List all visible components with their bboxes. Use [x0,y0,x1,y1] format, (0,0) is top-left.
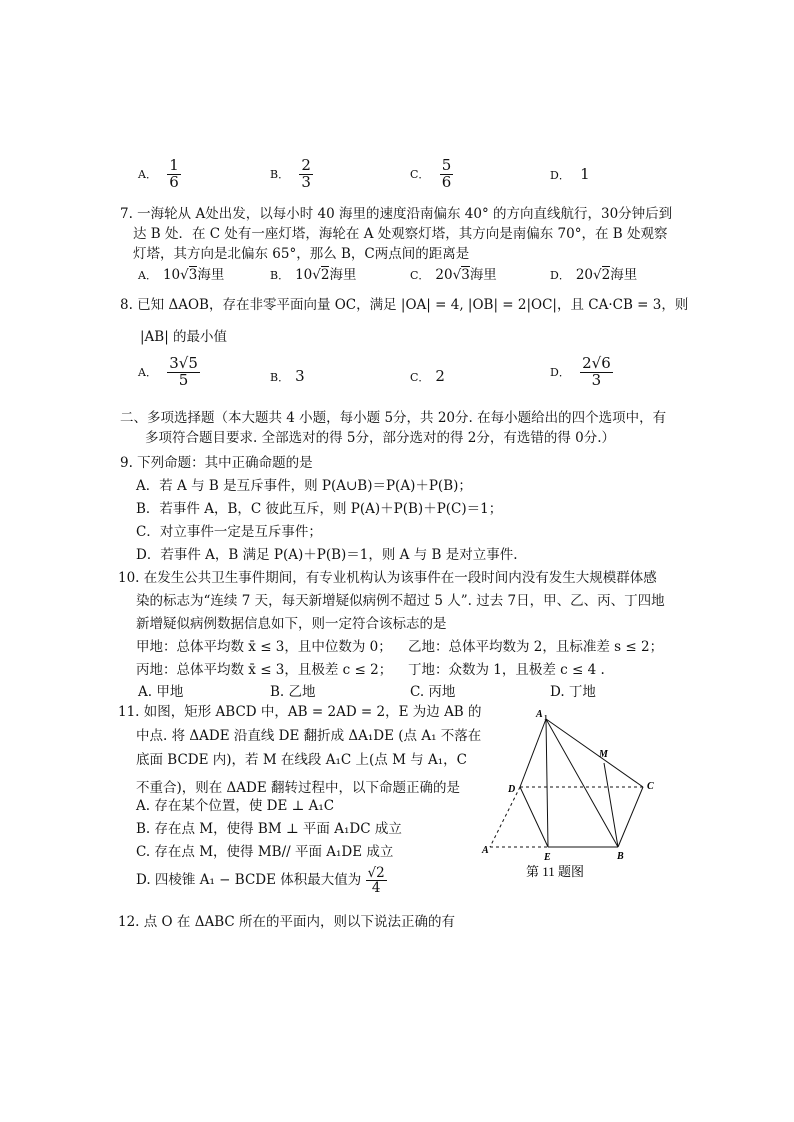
q6-option-c: C． $\frac{5}{6}$ [410,156,452,191]
q7-line-2: 达 B 处．在 C 处有一座灯塔，海轮在 A 处观察灯塔，其方向是南偏东 70°，在 B 处观察 [133,226,668,242]
q11-option-d: D. 四棱锥 A₁ − BCDE 体积最大值为 $\frac{√2}{4}$ [136,865,385,897]
q10-line-3: 新增疑似病例数据信息如下，则一定符合该标志的是 [136,616,447,632]
label-b: B [617,851,624,862]
q8-line-2: |AB| 的最小值 [140,329,228,345]
label-e: E [544,852,551,863]
q7-option-a: A． 10√3海里 [138,267,225,283]
q9-option-d: D．若事件 A，B 满足 P(A)＋P(B)＝1，则 A 与 B 是对立事件. [136,547,518,563]
q8-option-b: B． 3 [270,367,305,385]
q11-line-2: 中点. 将 ΔADE 沿直线 DE 翻折成 ΔA₁DE (点 A₁ 不落在 [136,728,482,744]
q10-line-1: 10. 在发生公共卫生事件期间，有专业机构认为该事件在一段时间内没有发生大规模群体感 [118,570,657,586]
q11-line-1: 11. 如图，矩形 ABCD 中，AB = 2AD = 2，E 为边 AB 的 [118,704,482,720]
q11-figure [478,705,668,885]
q7-option-d: D． 20√2海里 [550,267,638,283]
edge-a1-c [546,719,643,787]
q10-line-2: 染的标志为“连续 7 天，每天新增疑似病例不超过 5 人”. 过去 7日，甲、乙、丙、丁四地 [136,593,665,609]
q10-ding: 丁地：众数为 1，且极差 c ≤ 4 . [408,662,605,678]
q10-bing: 丙地：总体平均数 x̄ ≤ 3，且极差 c ≤ 2； [136,662,393,678]
q10-option-d: D. 丁地 [550,684,596,700]
q10-option-c: C. 丙地 [410,684,456,700]
q11-line-3: 底面 BCDE 内)，若 M 在线段 A₁C 上(点 M 与 A₁，C [136,752,467,768]
q9-option-b: B．若事件 A，B，C 彼此互斥，则 P(A)＋P(B)＋P(C)＝1； [136,501,503,517]
q8-option-c: C． 2 [410,367,445,385]
q6-option-b: B． $\frac{2}{3}$ [270,156,311,191]
q11-option-a: A. 存在某个位置，使 DE ⊥ A₁C [136,798,335,814]
q12-stem: 12. 点 O 在 ΔABC 所在的平面内，则以下说法正确的有 [118,914,455,930]
q10-option-b: B. 乙地 [270,684,316,700]
q11-line-4: 不重合)，则在 ΔADE 翻转过程中，以下命题正确的是 [136,780,461,796]
q9-option-c: C．对立事件一定是互斥事件； [136,524,322,540]
label-a: A [482,845,489,856]
label-d: D [508,784,516,795]
section-2-heading-line-2: 多项符合题目要求. 全部选对的得 5分，部分选对的得 2分，有选错的得 0分.） [145,430,616,446]
label-a1-sub: 1 [544,714,548,722]
edge-d-a [490,787,520,847]
edge-a1-e [546,719,548,847]
q9-option-a: A．若 A 与 B 是互斥事件，则 P(A∪B)＝P(A)＋P(B)； [136,478,472,494]
q8-option-a: A． $\frac{3√5}{5}$ [138,354,198,389]
edge-b-c [618,787,643,847]
edge-d-e [520,787,548,847]
q10-yi: 乙地：总体平均数为 2，且标准差 s ≤ 2； [408,639,664,655]
label-m: M [599,749,608,760]
q6-option-d: D． 1 [550,165,590,183]
q7-line-1: 7. 一海轮从 A处出发，以每小时 40 海里的速度沿南偏东 40° 的方向直线航行，30分钟后到 [120,206,673,222]
q10-jia: 甲地：总体平均数 x̄ ≤ 3，且中位数为 0； [136,639,392,655]
q6-option-a: A． $\frac{1}{6}$ [138,156,179,191]
q7-line-3: 灯塔，其方向是北偏东 65°，那么 B，C两点间的距离是 [133,246,470,262]
q11-option-c: C. 存在点 M，使得 MB// 平面 A₁DE 成立 [136,844,394,860]
q9-stem: 9. 下列命题：其中正确命题的是 [120,455,313,471]
q8-option-d: D． $\frac{2√6}{3}$ [550,354,611,389]
section-2-heading-line-1: 二、多项选择题（本大题共 4 小题，每小题 5分，共 20分. 在每小题给出的四个选项中，有 [120,410,667,426]
figure-caption: 第 11 题图 [526,864,585,879]
q7-option-c: C． 20√3海里 [410,267,497,283]
q10-option-a: A. 甲地 [138,684,184,700]
q7-option-b: B． 10√2海里 [270,267,357,283]
q8-line-1: 8. 已知 ΔAOB，存在非零平面向量 OC，满足 |OA| = 4, |OB| = 2|OC|，且 CA·CB = 3，则 [120,297,689,313]
label-a1: A [536,709,543,720]
edge-a1-d [520,719,546,787]
label-c: C [647,781,654,792]
q11-option-b: B. 存在点 M，使得 BM ⊥ 平面 A₁DC 成立 [136,821,402,837]
